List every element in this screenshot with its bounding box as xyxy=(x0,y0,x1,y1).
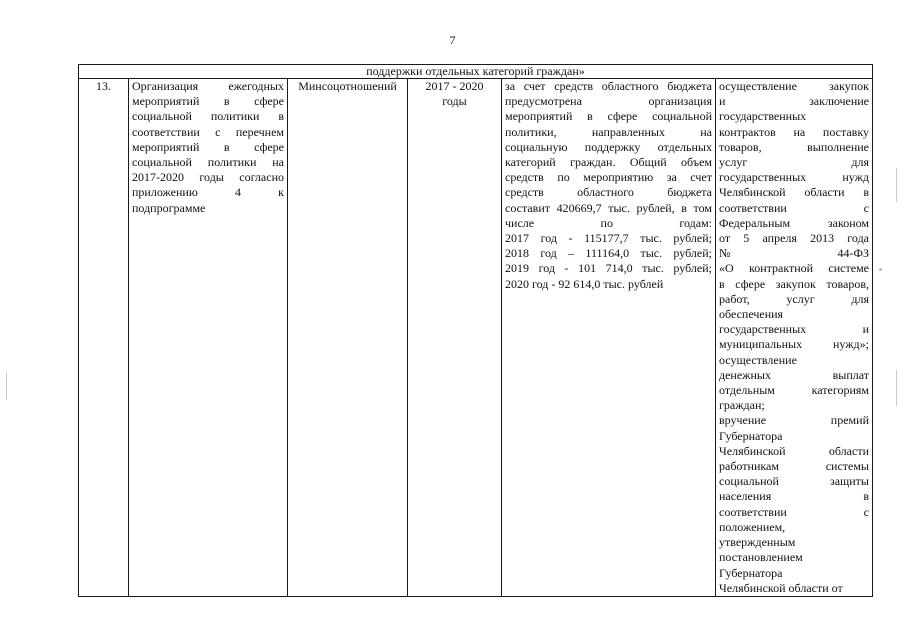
cell-text-line: товаров, выполнение xyxy=(719,139,869,154)
table-header-cell: поддержки отдельных категорий граждан» xyxy=(79,65,873,79)
cell-text-line: предусмотрена организация xyxy=(505,94,712,109)
cell-text-line: положением, xyxy=(719,519,786,534)
cell-text-line: годы xyxy=(442,94,467,109)
scan-artifact-right-bottom xyxy=(896,370,897,406)
cell-text-line: мероприятий в сфере xyxy=(132,94,284,109)
cell-text-line: Челябинской области от xyxy=(719,580,843,595)
cell-text-line: постановлением xyxy=(719,550,803,565)
cell-text-line: осуществление закупок xyxy=(719,79,869,93)
cell-text-line: от 5 апреля 2013 года xyxy=(719,231,869,246)
cell-text-line: 2019 год - 101 714,0 тыс. рублей; xyxy=(505,261,712,276)
cell-text-line: средств по мероприятию за счет xyxy=(505,170,712,185)
cell-text-line: Федеральным законом xyxy=(719,215,869,230)
cell-text-line: средств областного бюджета xyxy=(505,185,712,200)
cell-text-line: контрактов на поставку xyxy=(719,124,869,139)
cell-text-line: соответствии с перечнем xyxy=(132,124,284,139)
cell-text-line: числе по годам: xyxy=(505,215,712,230)
executor-cell: Минсоцотношений xyxy=(288,79,408,597)
cell-text-line: государственных нужд xyxy=(719,170,869,185)
cell-text-line: политики, направленных на xyxy=(505,124,712,139)
cell-text-line: приложению 4 к xyxy=(132,185,284,200)
cell-text-line: обеспечения xyxy=(719,307,784,322)
cell-text-line: социальной политики в xyxy=(132,109,284,124)
cell-text-line: «О контрактной системе xyxy=(719,261,869,276)
cell-text-line: мероприятий в сфере социальной xyxy=(505,109,712,124)
scan-artifact-right-top xyxy=(896,168,897,202)
cell-text-line: работникам системы xyxy=(719,459,869,474)
event-name-cell xyxy=(129,79,288,597)
page-number: 7 xyxy=(449,33,456,47)
cell-text-line: муниципальных нужд»; xyxy=(719,337,869,352)
cell-text-line: 2017-2020 годы согласно xyxy=(132,170,284,185)
cell-text-line: социальной политики на xyxy=(132,155,284,170)
cell-text-line: денежных выплат xyxy=(719,367,869,382)
table-row xyxy=(79,79,873,597)
cell-text-line: социальную поддержку отдельных xyxy=(505,139,712,154)
row-number-cell: 13. xyxy=(79,79,129,597)
cell-text-line: работ, услуг для xyxy=(719,291,869,306)
cell-text-line: Челябинской области xyxy=(719,443,869,458)
cell-text-line: осуществление xyxy=(719,352,797,367)
cell-text-line: государственных xyxy=(719,109,807,124)
cell-text-line: вручение премий xyxy=(719,413,869,428)
cell-text-line: Губернатора xyxy=(719,428,783,443)
cell-text-line: граждан; xyxy=(719,398,765,413)
cell-text-line: соответствии с xyxy=(719,200,869,215)
cell-text-line: категорий граждан. Общий объем xyxy=(505,155,712,170)
cell-text-line: составит 420669,7 тыс. рублей, в том xyxy=(505,200,712,215)
cell-text-line: услуг для xyxy=(719,155,869,170)
cell-text-line: Челябинской области в xyxy=(719,185,869,200)
period-cell xyxy=(408,79,502,597)
cell-text-line: в сфере закупок товаров, xyxy=(719,276,869,291)
cell-text-line: Организация ежегодных xyxy=(132,79,284,93)
cell-text-line: № 44-ФЗ xyxy=(719,246,869,261)
cell-text-line: соответствии с xyxy=(719,504,869,519)
cell-text-line: 2017 - 2020 xyxy=(425,79,484,93)
cell-text-line: и заключение xyxy=(719,94,869,109)
cell-text-line: населения в xyxy=(719,489,869,504)
scan-dot xyxy=(879,268,882,271)
program-table xyxy=(78,64,873,597)
cell-text-line: мероприятий в сфере xyxy=(132,139,284,154)
cell-text-line: 2020 год - 92 614,0 тыс. рублей xyxy=(505,276,664,291)
funding-cell xyxy=(502,79,716,597)
cell-text-line: социальной защиты xyxy=(719,474,869,489)
result-cell xyxy=(716,79,873,597)
cell-text-line: Губернатора xyxy=(719,565,783,580)
cell-text-line: отдельным категориям xyxy=(719,383,869,398)
cell-text-line: 2017 год - 115177,7 тыс. рублей; xyxy=(505,231,712,246)
cell-text-line: подпрограмме xyxy=(132,200,206,215)
cell-text-line: государственных и xyxy=(719,322,869,337)
cell-text-line: утвержденным xyxy=(719,535,796,550)
table-header-row xyxy=(79,65,873,79)
cell-text-line: за счет средств областного бюджета xyxy=(505,79,712,93)
scan-artifact-left xyxy=(6,372,7,400)
cell-text-line: 2018 год – 111164,0 тыс. рублей; xyxy=(505,246,712,261)
